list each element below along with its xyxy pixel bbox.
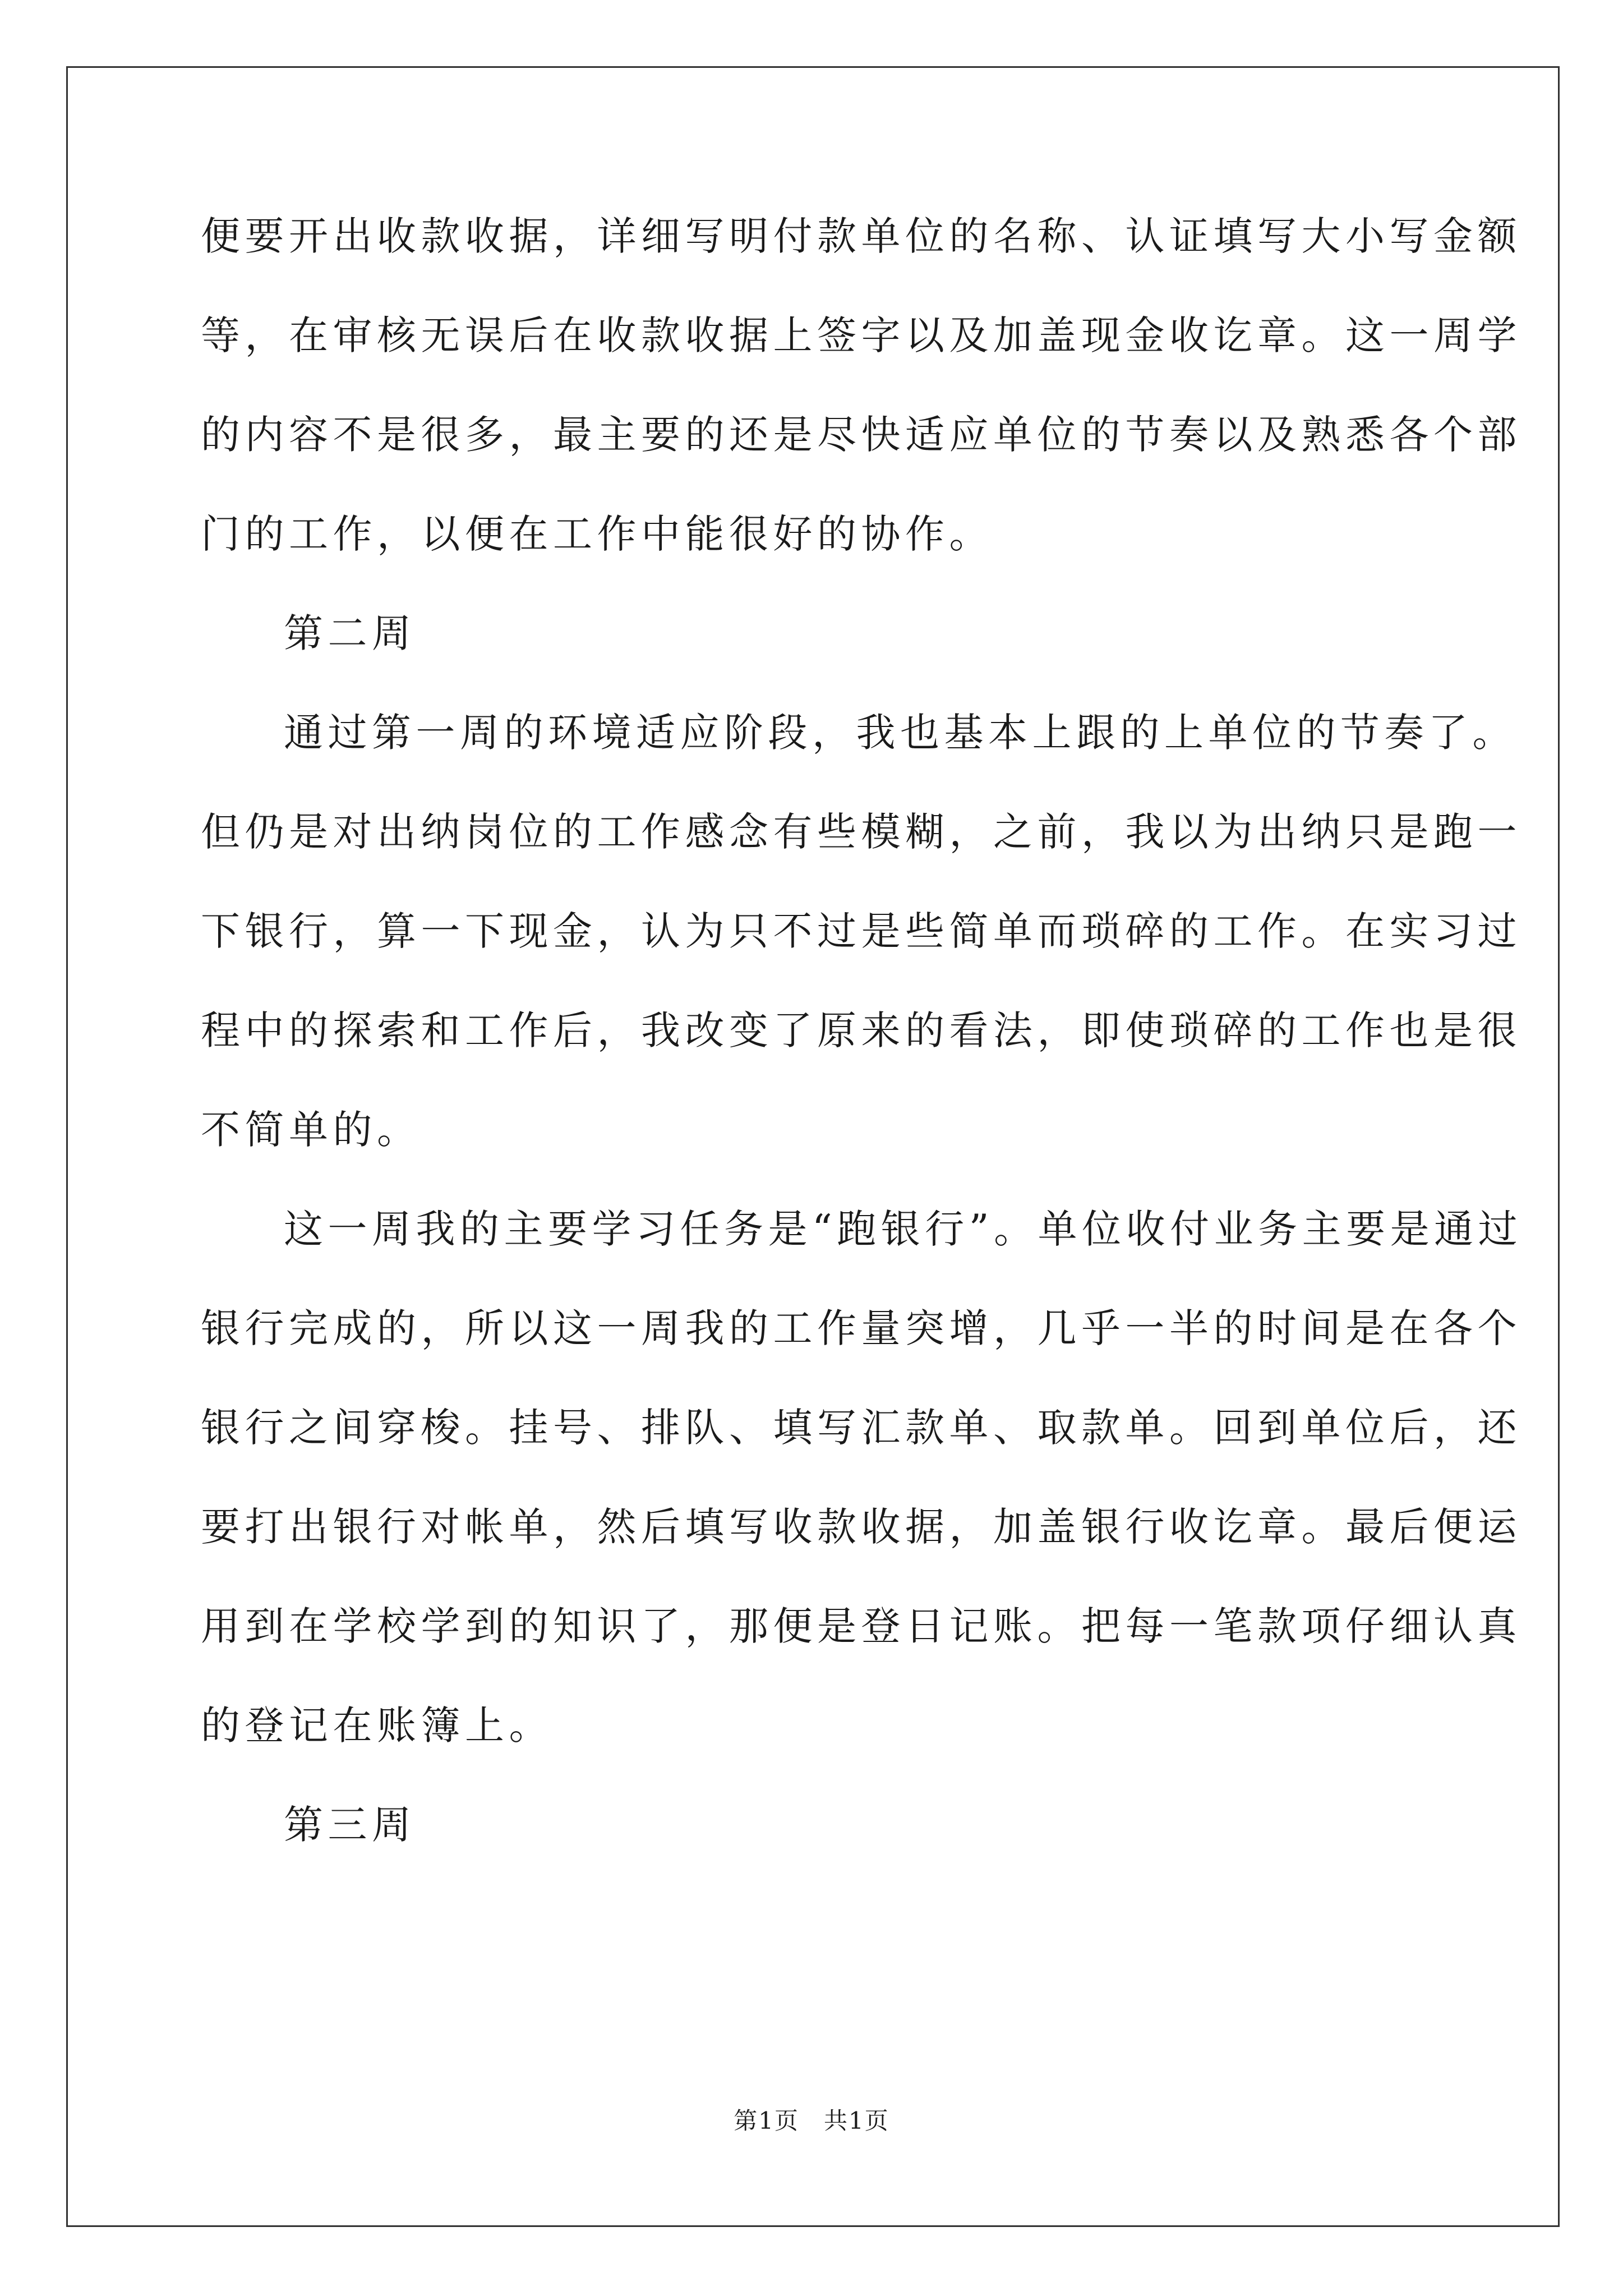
paragraph-lines [201, 213, 1523, 1848]
text-line: 通过第一周的环境适应阶段，我也基本上跟的上单位的节奏了。 [284, 710, 1516, 756]
text-line: 第三周 [284, 1802, 416, 1848]
text-line: 程中的探索和工作后，我改变了原来的看法，即使琐碎的工作也是很 [201, 1007, 1521, 1053]
text-line: 银行完成的，所以这一周我的工作量突增，几乎一半的时间是在各个 [201, 1305, 1521, 1351]
text-line: 的内容不是很多，最主要的还是尽快适应单位的节奏以及熟悉各个部 [201, 412, 1521, 458]
text-line: 第二周 [284, 610, 416, 656]
text-line: 等，在审核无误后在收款收据上签字以及加盖现金收讫章。这一周学 [201, 312, 1521, 358]
document-body [201, 213, 1523, 1904]
text-line: 这一周我的主要学习任务是“跑银行”。单位收付业务主要是通过 [284, 1206, 1523, 1252]
text-line: 要打出银行对帐单，然后填写收款收据，加盖银行收讫章。最后便运 [201, 1504, 1521, 1550]
text-line: 银行之间穿梭。挂号、排队、填写汇款单、取款单。回到单位后，还 [201, 1405, 1521, 1451]
text-line: 便要开出收款收据，详细写明付款单位的名称、认证填写大小写金额 [201, 213, 1521, 259]
text-line: 门的工作，以便在工作中能很好的协作。 [201, 511, 993, 557]
text-line: 不简单的。 [201, 1107, 421, 1153]
text-line: 用到在学校学到的知识了，那便是登日记账。把每一笔款项仔细认真 [201, 1603, 1521, 1649]
text-line: 的登记在账簿上。 [201, 1703, 553, 1749]
page-footer: 第1页 共1页 [734, 2107, 889, 2134]
text-line: 但仍是对出纳岗位的工作感念有些模糊，之前，我以为出纳只是跑一 [201, 809, 1521, 855]
text-line: 下银行，算一下现金，认为只不过是些简单而琐碎的工作。在实习过 [201, 908, 1521, 954]
